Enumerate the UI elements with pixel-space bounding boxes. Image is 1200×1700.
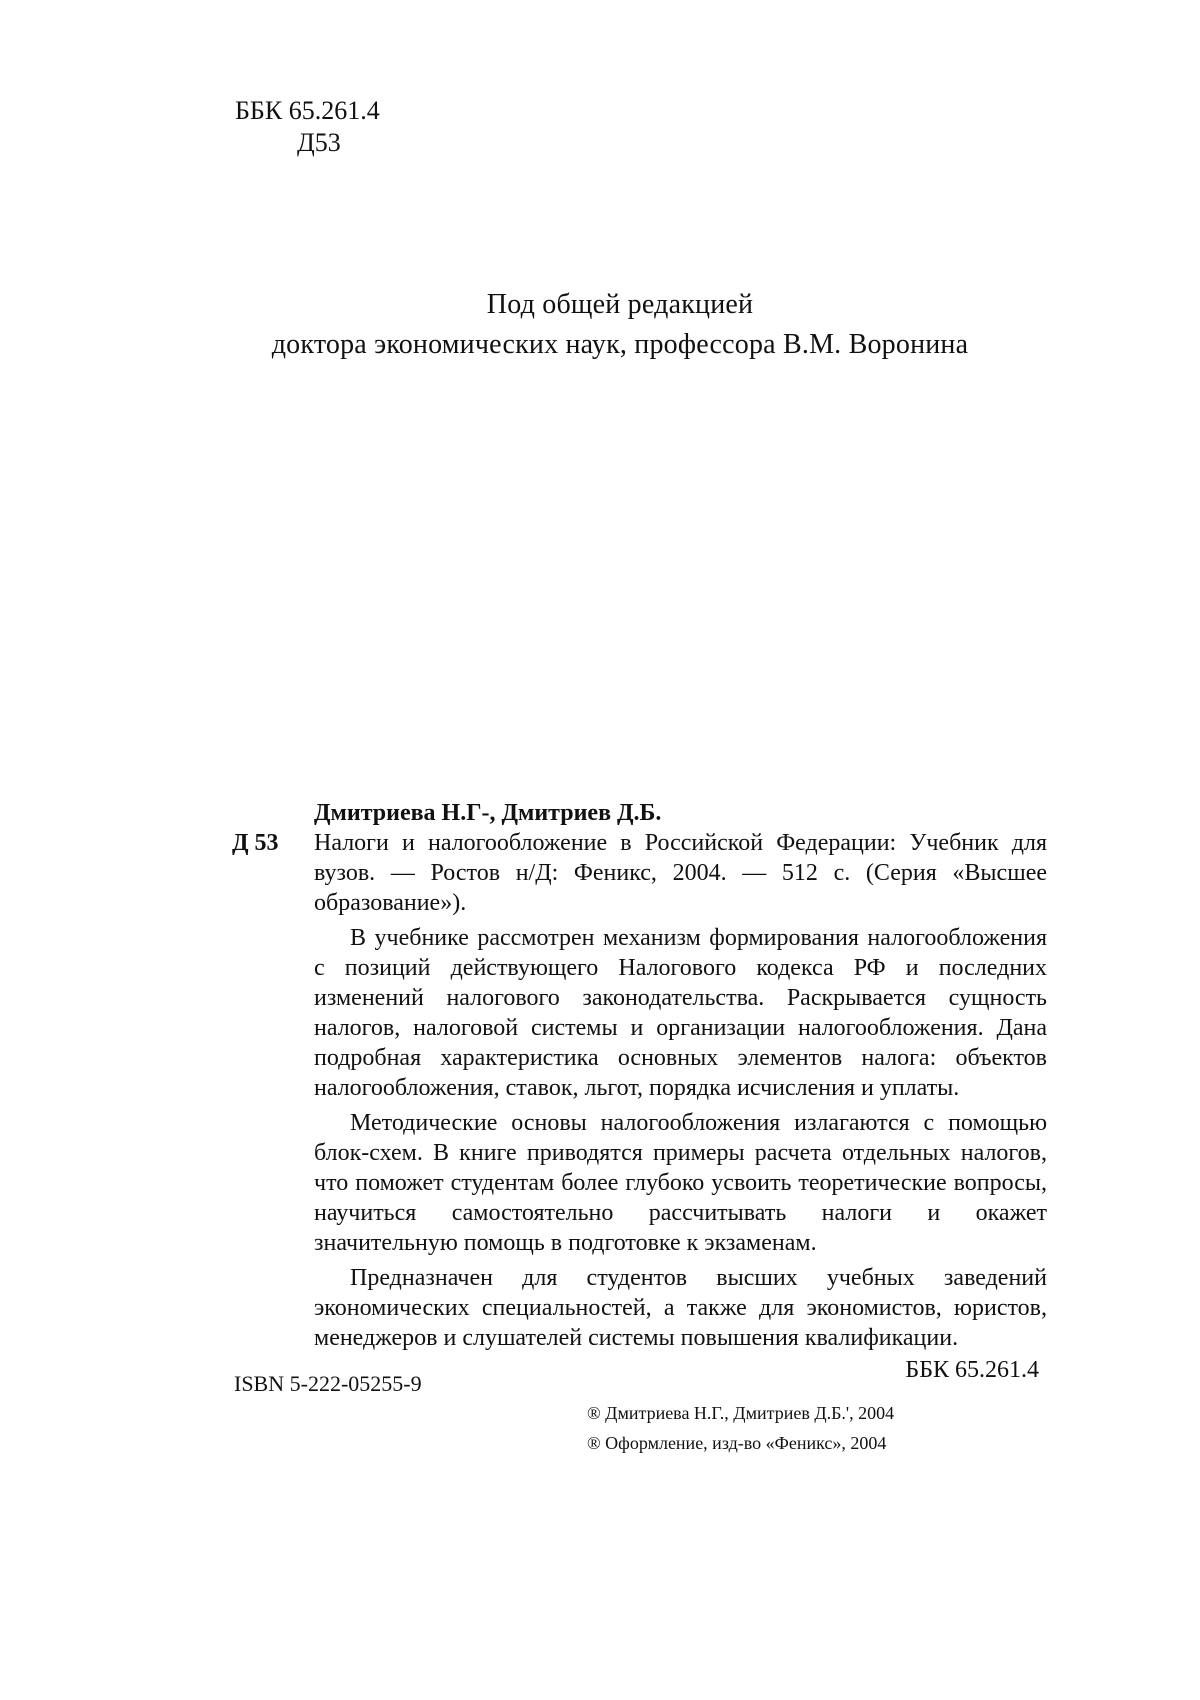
annotation-paragraph-2: Методические основы налогообложения излагаются с помощью блок-схем. В книге приводятся примеры расчета отдельных налогов, что поможет студентам более глубоко усвоить теоретические вопросы, научиться самостоятельно рассчитывать налоги и окажет значительную помощь в подготовке к экзаменам.: [314, 1110, 1047, 1256]
card-entry-text: Налоги и налогообложение в Российской Федерации: Учебник для вузов. — Ростов н/Д: Феникс, 2004. — 512 с. (Серия «Высшее образование»).: [314, 830, 1047, 916]
author-sign: Д53: [297, 128, 341, 157]
bbk-code: ББК 65.261.4: [235, 96, 380, 125]
card-entry: [232, 828, 1047, 918]
card-author-sign: Д 53: [232, 830, 279, 856]
card-bbk: ББК 65.261.4: [905, 1357, 1039, 1383]
bbk-header: [235, 95, 380, 159]
annotation-paragraph-3: Предназначен для студентов высших учебных заведений экономических специальностей, а также для экономистов, юристов, менеджеров и слушателей системы повышения квалификации.: [314, 1265, 1047, 1351]
copyright-design: ® Оформление, изд-во «Феникс», 2004: [587, 1433, 887, 1453]
copyright-block: [587, 1398, 894, 1458]
editor-credit: [0, 285, 1200, 365]
copyright-authors: ® Дмитриева Н.Г., Дмитриев Д.Б.', 2004: [587, 1403, 895, 1423]
card-authors: Дмитриева Н.Г-, Дмитриев Д.Б.: [314, 800, 662, 826]
isbn: ISBN 5-222-05255-9: [234, 1371, 422, 1396]
editor-line-2: доктора экономических наук, профессора В.М. Воронина: [271, 329, 969, 360]
annotation-paragraph-1: В учебнике рассмотрен механизм формирования налогообложения с позиций действующего Налогового кодекса РФ и последних изменений налогового законодательства. Раскрывается сущность налогов, налоговой системы и организации налогообложения. Дана подробная характеристика основных элементов налога: объектов налогообложения, ставок, льгот, порядка исчисления и уплаты.: [314, 925, 1047, 1101]
catalog-card: [232, 798, 1047, 1385]
editor-line-1: Под общей редакцией: [486, 289, 754, 320]
